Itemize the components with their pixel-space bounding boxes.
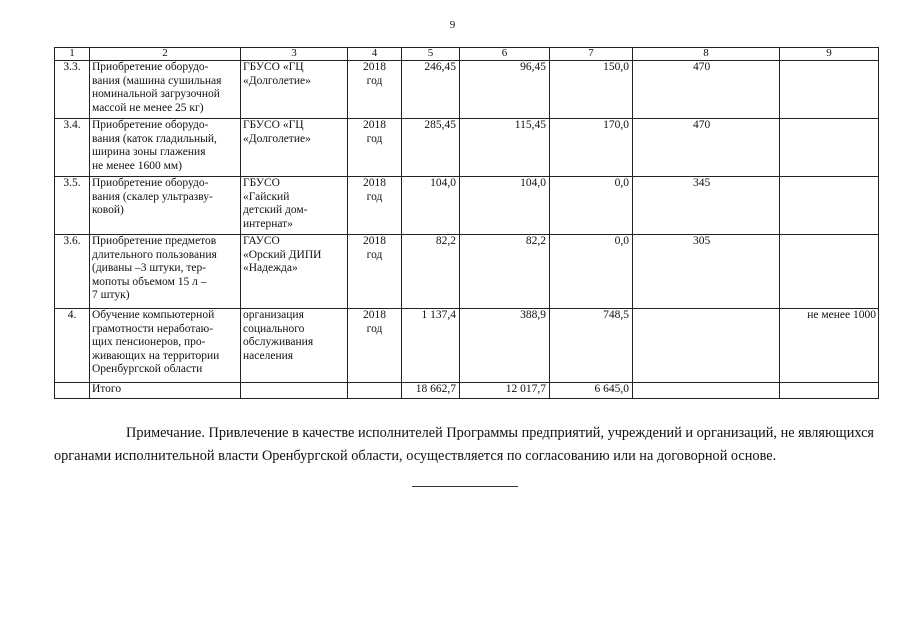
activity-name-cell xyxy=(90,309,241,383)
activity-name-cell-line: Приобретение оборудо- xyxy=(92,61,209,73)
page-number: 9 xyxy=(449,19,456,31)
total-empty-cell xyxy=(633,383,780,399)
column-7-cell: 0,0 xyxy=(550,177,633,235)
table-row xyxy=(55,61,879,119)
activity-name-cell-line: (диваны –3 штуки, тер- xyxy=(92,262,207,274)
activity-name-cell xyxy=(90,235,241,309)
year-cell xyxy=(348,119,402,177)
column-6-cell: 104,0 xyxy=(460,177,550,235)
item-number-cell: 3.5. xyxy=(55,177,90,235)
activity-name-cell xyxy=(90,119,241,177)
column-6-cell: 96,45 xyxy=(460,61,550,119)
executor-cell-line: «Долголетие» xyxy=(243,74,311,87)
total-empty-cell xyxy=(348,383,402,399)
activity-name-cell xyxy=(90,61,241,119)
total-amount-cell: 82,2 xyxy=(402,235,460,309)
activity-name-cell-line: грамотности неработаю- xyxy=(92,322,214,335)
activity-name-cell-line: Приобретение оборудо- xyxy=(92,119,209,131)
total-amount-cell: 104,0 xyxy=(402,177,460,235)
column-6-cell: 82,2 xyxy=(460,235,550,309)
year-cell-line: год xyxy=(366,74,383,87)
activity-name-cell-line: 7 штук) xyxy=(92,289,130,301)
year-cell xyxy=(348,177,402,235)
total-label-cell: Итого xyxy=(90,383,241,399)
activity-name-cell-line: не менее 1600 мм) xyxy=(92,159,183,172)
column-7-cell: 170,0 xyxy=(550,119,633,177)
executor-cell-line: ГАУСО xyxy=(243,235,280,247)
column-9-cell xyxy=(780,61,879,119)
header-cell: 7 xyxy=(550,48,633,61)
executor-cell xyxy=(241,61,348,119)
executor-cell xyxy=(241,235,348,309)
year-cell xyxy=(348,235,402,309)
executor-cell xyxy=(241,309,348,383)
column-9-cell xyxy=(780,177,879,235)
executor-cell xyxy=(241,119,348,177)
closing-rule-divider xyxy=(412,486,518,487)
column-8-cell: 470 xyxy=(633,61,780,119)
table-header-row xyxy=(55,48,879,61)
year-cell-line: 2018 xyxy=(363,61,386,73)
total-row xyxy=(55,383,879,399)
column-7-cell: 150,0 xyxy=(550,61,633,119)
column-9-cell xyxy=(780,235,879,309)
total-amount-cell: 246,45 xyxy=(402,61,460,119)
column-7-cell: 748,5 xyxy=(550,309,633,383)
year-cell-line: год xyxy=(366,190,383,203)
header-cell: 2 xyxy=(90,48,241,61)
header-cell: 8 xyxy=(633,48,780,61)
item-number-cell: 3.4. xyxy=(55,119,90,177)
total-empty-cell xyxy=(55,383,90,399)
total-amount-cell: 285,45 xyxy=(402,119,460,177)
executor-cell-line: «Гайский xyxy=(243,190,290,203)
activity-name-cell-line: щих пенсионеров, про- xyxy=(92,336,206,348)
executor-cell-line: обслуживания xyxy=(243,336,314,348)
executor-cell-line: ГБУСО «ГЦ xyxy=(243,61,304,73)
footnote-note: Примечание. Привлечение в качестве исполнителей Программы предприятий, учреждений и организаций, не являющихся органами исполнительной власти Оренбургской области, осуществляется по согласованию или на договорной основе. xyxy=(54,425,874,464)
table-row xyxy=(55,119,879,177)
activity-name-cell-line: вания (машина сушильная xyxy=(92,74,222,87)
total-empty-cell xyxy=(241,383,348,399)
column-8-cell xyxy=(633,309,780,383)
executor-cell-line: «Надежда» xyxy=(243,262,298,274)
activity-name-cell-line: Обучение компьютерной xyxy=(92,309,215,321)
executor-cell-line: населения xyxy=(243,349,294,362)
activity-name-cell-line: Приобретение предметов xyxy=(92,235,217,247)
activity-name-cell-line: номинальной загрузочной xyxy=(92,88,220,100)
header-cell: 3 xyxy=(241,48,348,61)
column-6-cell: 115,45 xyxy=(460,119,550,177)
activity-name-cell-line: живающих на территории xyxy=(92,349,220,362)
item-number-cell: 3.6. xyxy=(55,235,90,309)
activity-name-cell-line: вания (каток гладильный, xyxy=(92,132,217,145)
grand-total-cell: 18 662,7 xyxy=(402,383,460,399)
column-7-cell: 0,0 xyxy=(550,235,633,309)
header-cell: 4 xyxy=(348,48,402,61)
executor-cell-line: ГБУСО xyxy=(243,177,280,189)
year-cell-line: 2018 xyxy=(363,235,386,247)
grand-total-column-6-cell: 12 017,7 xyxy=(460,383,550,399)
column-8-cell: 305 xyxy=(633,235,780,309)
column-8-cell: 345 xyxy=(633,177,780,235)
activity-name-cell-line: ширина зоны глажения xyxy=(92,146,206,158)
header-cell: 5 xyxy=(402,48,460,61)
executor-cell xyxy=(241,177,348,235)
header-cell: 1 xyxy=(55,48,90,61)
year-cell xyxy=(348,61,402,119)
header-cell: 9 xyxy=(780,48,879,61)
year-cell-line: 2018 xyxy=(363,177,386,189)
year-cell-line: 2018 xyxy=(363,119,386,131)
activity-name-cell-line: длительного пользования xyxy=(92,248,217,261)
table-row xyxy=(55,309,879,383)
year-cell-line: год xyxy=(366,132,383,145)
activity-name-cell xyxy=(90,177,241,235)
year-cell xyxy=(348,309,402,383)
total-amount-cell: 1 137,4 xyxy=(402,309,460,383)
column-9-cell xyxy=(780,119,879,177)
activity-name-cell-line: Приобретение оборудо- xyxy=(92,177,209,189)
activity-name-cell-line: Оренбургской области xyxy=(92,363,203,375)
item-number-cell: 4. xyxy=(55,309,90,383)
activity-name-cell-line: мопоты объемом 15 л – xyxy=(92,275,207,288)
column-9-cell: не менее 1000 xyxy=(780,309,879,383)
total-empty-cell xyxy=(780,383,879,399)
column-8-cell: 470 xyxy=(633,119,780,177)
executor-cell-line: «Долголетие» xyxy=(243,132,311,145)
executor-cell-line: детский дом- xyxy=(243,204,308,216)
table-row xyxy=(55,177,879,235)
year-cell-line: год xyxy=(366,248,383,261)
item-number-cell: 3.3. xyxy=(55,61,90,119)
executor-cell-line: «Орский ДИПИ xyxy=(243,248,322,261)
year-cell-line: год xyxy=(366,322,383,335)
column-6-cell: 388,9 xyxy=(460,309,550,383)
activity-name-cell-line: вания (скалер ультразву- xyxy=(92,190,213,203)
activity-name-cell-line: ковой) xyxy=(92,204,124,216)
program-activities-table xyxy=(54,47,879,399)
grand-total-column-7-cell: 6 645,0 xyxy=(550,383,633,399)
executor-cell-line: ГБУСО «ГЦ xyxy=(243,119,304,131)
year-cell-line: 2018 xyxy=(363,309,386,321)
executor-cell-line: интернат» xyxy=(243,217,293,230)
executor-cell-line: социального xyxy=(243,322,305,335)
header-cell: 6 xyxy=(460,48,550,61)
activity-name-cell-line: массой не менее 25 кг) xyxy=(92,101,204,114)
executor-cell-line: организация xyxy=(243,309,304,321)
table-row xyxy=(55,235,879,309)
